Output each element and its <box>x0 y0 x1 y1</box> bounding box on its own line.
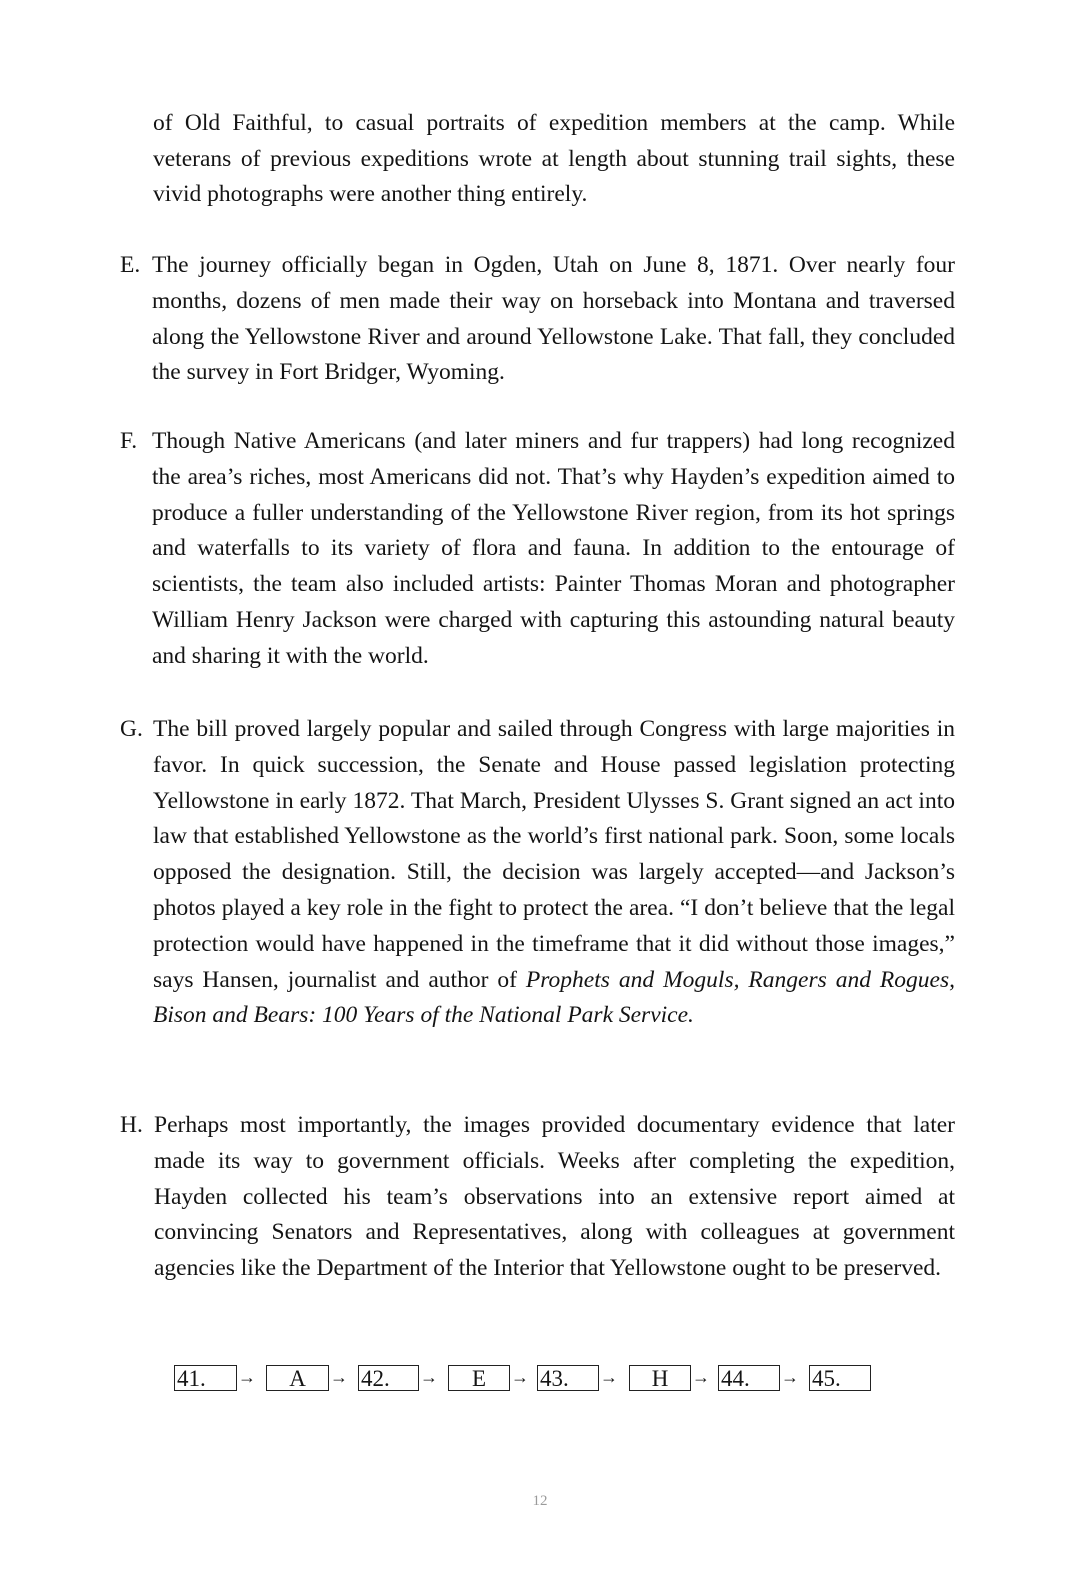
paragraph-e <box>120 248 955 391</box>
sequence-box-1[interactable]: 41. <box>174 1365 237 1391</box>
sequence-arrow: → <box>692 1367 710 1387</box>
sequence-box-3[interactable]: 42. <box>358 1365 419 1391</box>
sequence-box-8[interactable]: 45. <box>809 1365 871 1391</box>
book-title: Prophets and Moguls, Rangers and Rogues, Bison and Bears: 100 Years of the National Park Service. <box>153 966 955 1029</box>
sequence-arrow: → <box>420 1367 438 1387</box>
paragraph-h-letter: H. <box>120 1112 143 1138</box>
continuation-paragraph <box>153 106 955 213</box>
paragraph-g-body <box>153 712 955 1034</box>
sequence-box-4: E <box>448 1365 510 1391</box>
paragraph-g-text: The bill proved largely popular and sailed through Congress with large majorities in favor. In quick succession, the Senate and House passed legislation protecting Yellowstone in early 1872. That March, President Ulysses S. Grant signed an act into law that established Yellowstone as the world’s first national park. Soon, some locals opposed the designation. Still, the decision was largely accepted—and Jackson’s photos played a key role in the fight to protect the area. “I don’t believe that the legal protection would have happened in the timeframe that it did without those images,” says Hansen, journalist and author of <box>153 716 955 993</box>
paragraph-f-letter: F. <box>120 428 138 454</box>
sequence-box-5[interactable]: 43. <box>537 1365 599 1391</box>
sequence-arrow: → <box>781 1367 799 1387</box>
paragraph-f <box>120 424 955 675</box>
paragraph-e-text: The journey officially began in Ogden, Utah on June 8, 1871. Over nearly four months, dozens of men made their way on horseback into Montana and traversed along the Yellowstone River and around Yellowstone Lake. That fall, they concluded the survey in Fort Bridger, Wyoming. <box>152 252 955 386</box>
sequence-box-7[interactable]: 44. <box>718 1365 780 1391</box>
sequence-arrow: → <box>330 1367 348 1387</box>
continuation-text: of Old Faithful, to casual portraits of expedition members at the camp. While veterans of previous expeditions wrote at length about stunning trail sights, these vivid photographs were another thing entirely. <box>153 110 955 208</box>
paragraph-e-letter: E. <box>120 252 141 278</box>
sequence-box-6: H <box>629 1365 691 1391</box>
sequence-arrow: → <box>511 1367 529 1387</box>
paragraph-h-text: Perhaps most importantly, the images provided documentary evidence that later made its way to government officials. Weeks after completing the expedition, Hayden collected his team’s observations into an extensive report aimed at convincing Senators and Representatives, along with colleagues at government agencies like the Department of the Interior that Yellowstone ought to be preserved. <box>154 1112 955 1282</box>
sequence-box-2: A <box>266 1365 329 1391</box>
paragraph-h <box>120 1108 955 1287</box>
paragraph-g <box>120 712 955 1034</box>
page-number: 12 <box>532 1493 548 1509</box>
sequence-arrow: → <box>238 1367 256 1387</box>
paragraph-f-text: Though Native Americans (and later miners and fur trappers) had long recognized the area’s riches, most Americans did not. That’s why Hayden’s expedition aimed to produce a fuller understanding of the Yellowstone River region, from its hot springs and waterfalls to its variety of flora and fauna. In addition to the entourage of scientists, the team also included artists: Painter Thomas Moran and photographer William Henry Jackson were charged with capturing this astounding natural beauty and sharing it with the world. <box>152 428 955 669</box>
sequence-arrow: → <box>600 1367 618 1387</box>
paragraph-g-letter: G. <box>120 716 143 742</box>
